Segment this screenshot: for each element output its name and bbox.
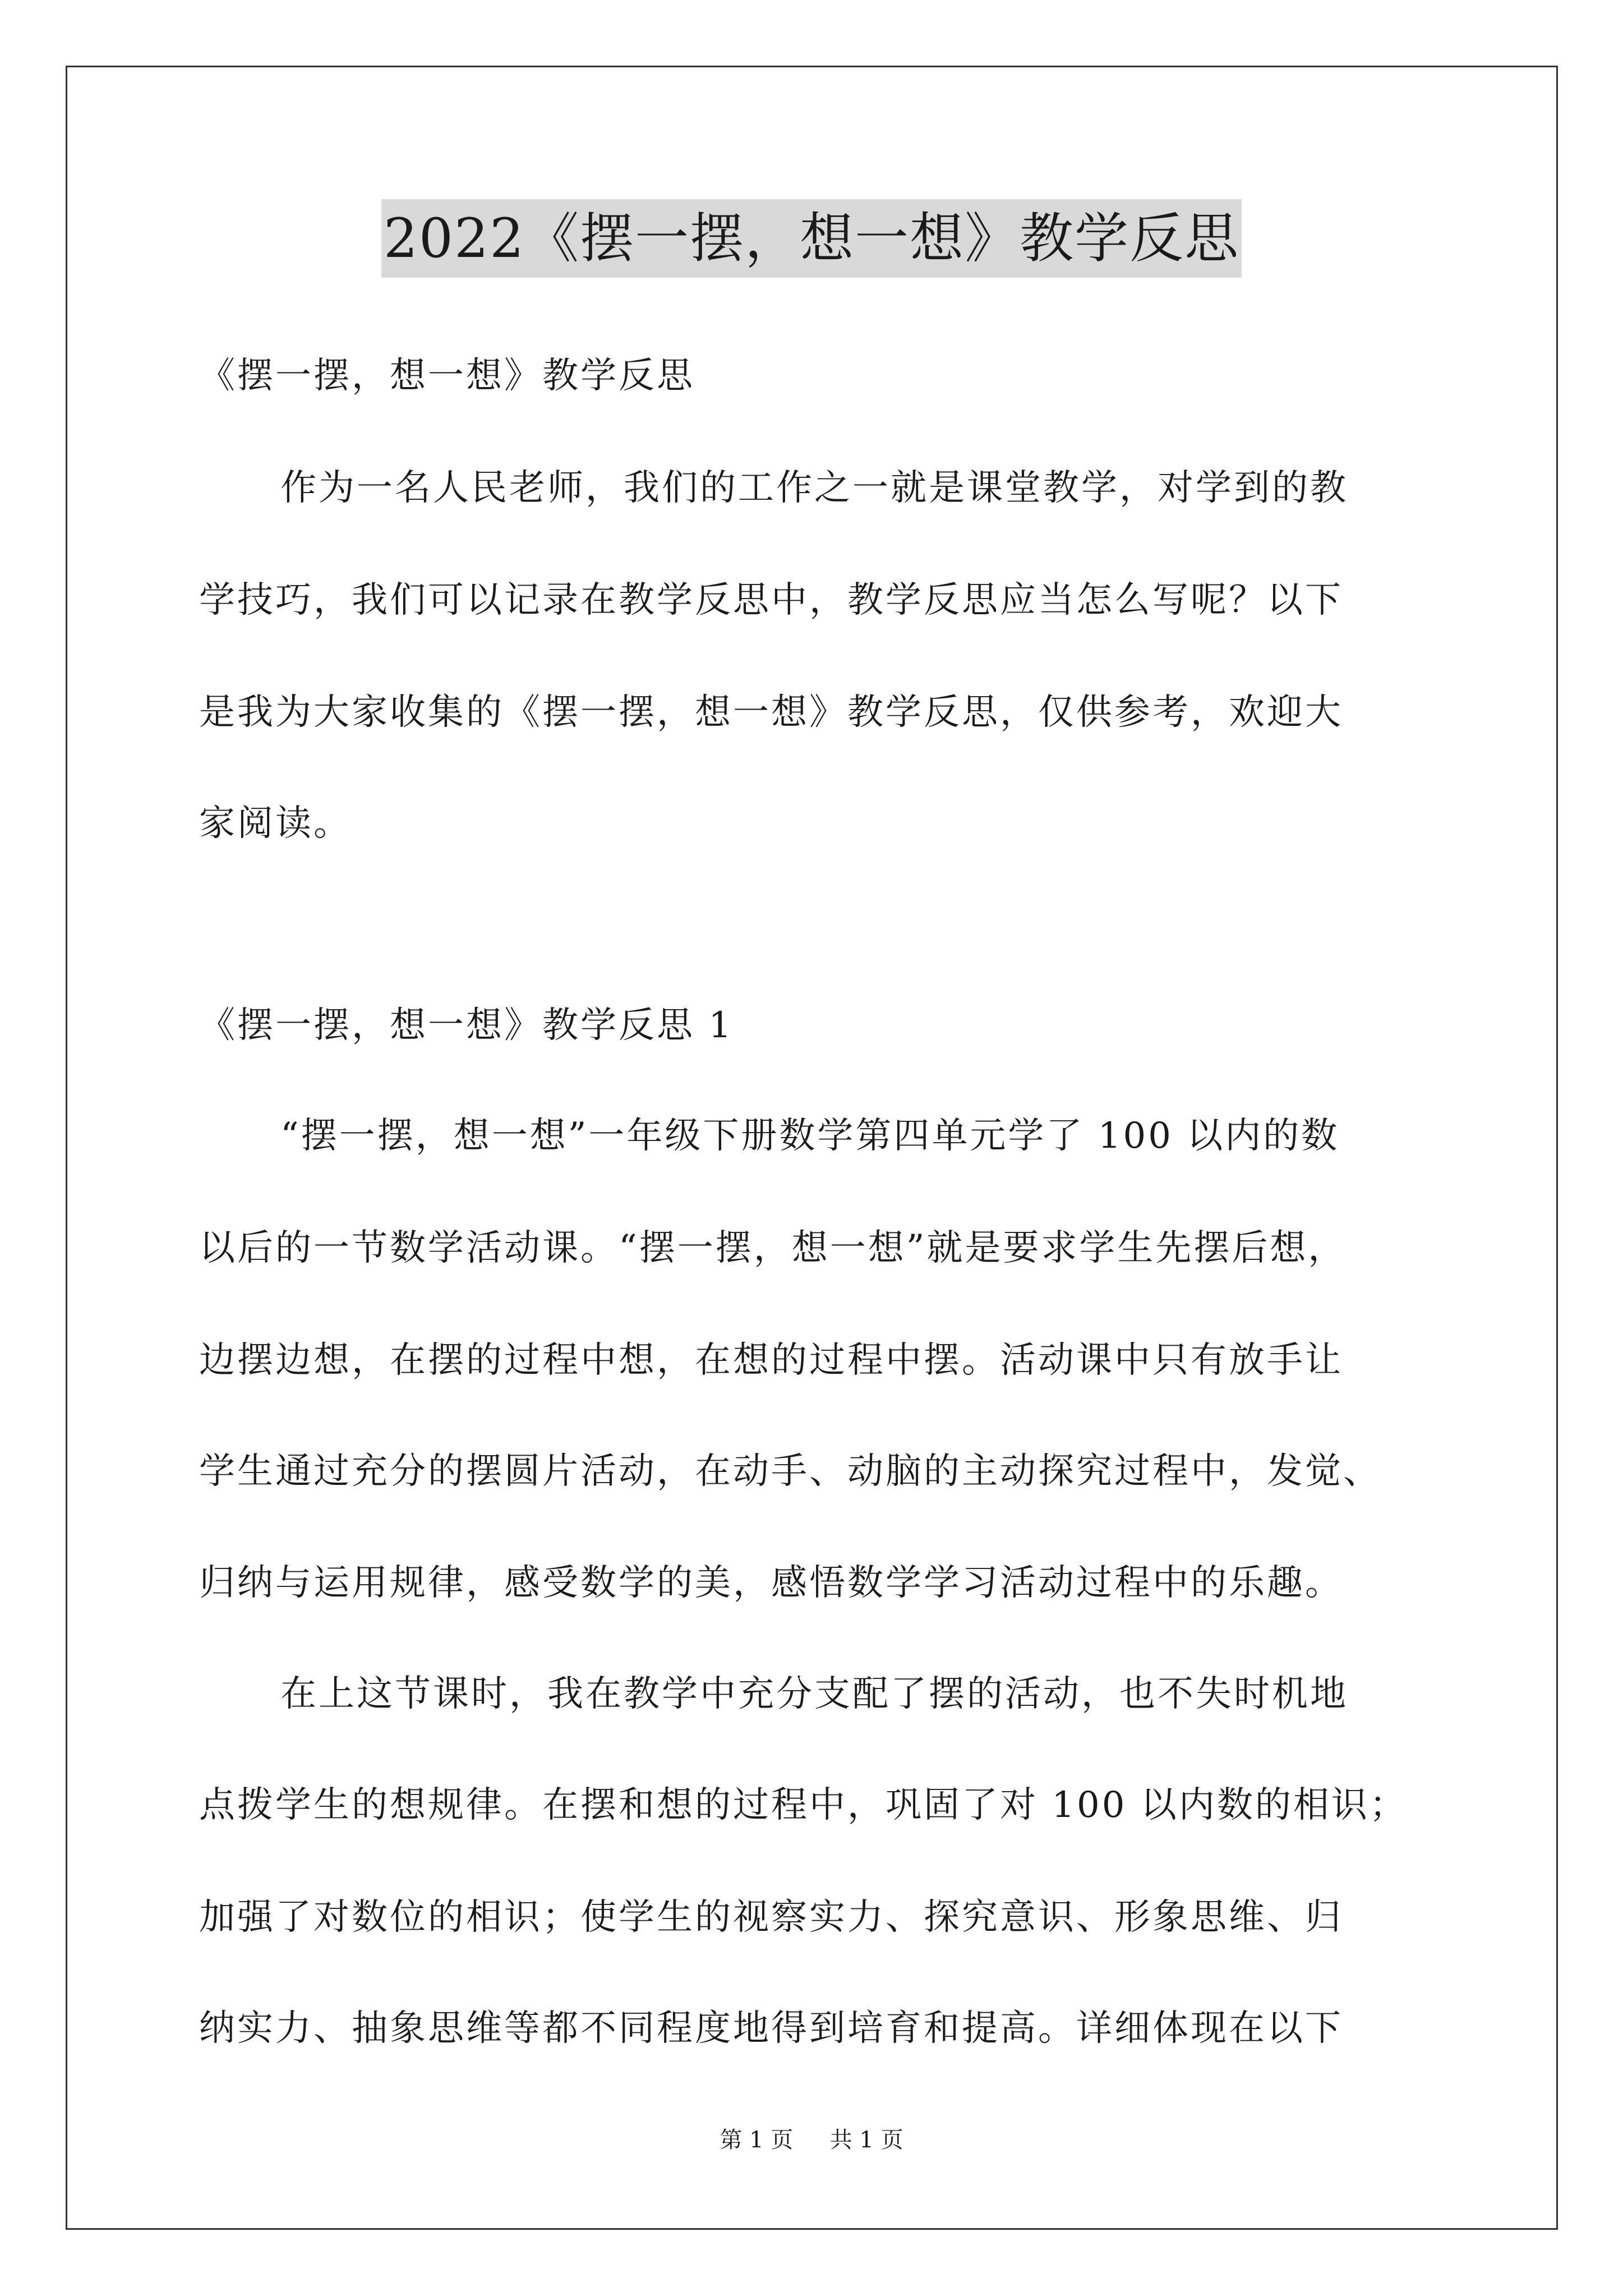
paragraph-line: 边摆边想，在摆的过程中想，在想的过程中摆。活动课中只有放手让: [199, 1340, 1343, 1381]
intro-line: 学技巧，我们可以记录在教学反思中，教学反思应当怎么写呢？以下: [199, 579, 1343, 621]
document-subtitle: 《摆一摆，想一想》教学反思: [199, 355, 695, 397]
paragraph-line: 纳实力、抽象思维等都不同程度地得到培育和提高。详细体现在以下: [199, 2008, 1343, 2049]
paragraph-line: 以后的一节数学活动课。“摆一摆，想一想”就是要求学生先摆后想，: [199, 1227, 1347, 1269]
document-title: 2022《摆一摆，想一想》教学反思: [381, 199, 1242, 278]
intro-line: 家阅读。: [199, 803, 352, 844]
page-count: 共 1 页: [829, 2127, 903, 2153]
paragraph-line: 在上这节课时，我在教学中充分支配了摆的活动，也不失时机地: [280, 1673, 1348, 1715]
paragraph-line: 点拨学生的想规律。在摆和想的过程中，巩固了对 100 以内数的相识；: [199, 1784, 1408, 1826]
intro-line: 作为一名人民老师，我们的工作之一就是课堂教学，对学到的教: [280, 467, 1348, 509]
paragraph-line: 学生通过充分的摆圆片活动，在动手、动脑的主动探究过程中，发觉、: [199, 1451, 1381, 1492]
paragraph-line: 归纳与运用规律，感受数学的美，感悟数学学习活动过程中的乐趣。: [199, 1562, 1343, 1604]
intro-line: 是我为大家收集的《摆一摆，想一想》教学反思，仅供参考，欢迎大: [199, 692, 1343, 733]
title-container: [0, 199, 1623, 278]
paragraph-line: 加强了对数位的相识；使学生的视察实力、探究意识、形象思维、归: [199, 1897, 1343, 1938]
paragraph-line: “摆一摆，想一想”一年级下册数学第四单元学了 100 以内的数: [280, 1115, 1340, 1157]
section-heading: 《摆一摆，想一想》教学反思 1: [199, 1005, 734, 1046]
page-footer: [0, 2126, 1623, 2154]
page-number: 第 1 页: [720, 2127, 794, 2153]
